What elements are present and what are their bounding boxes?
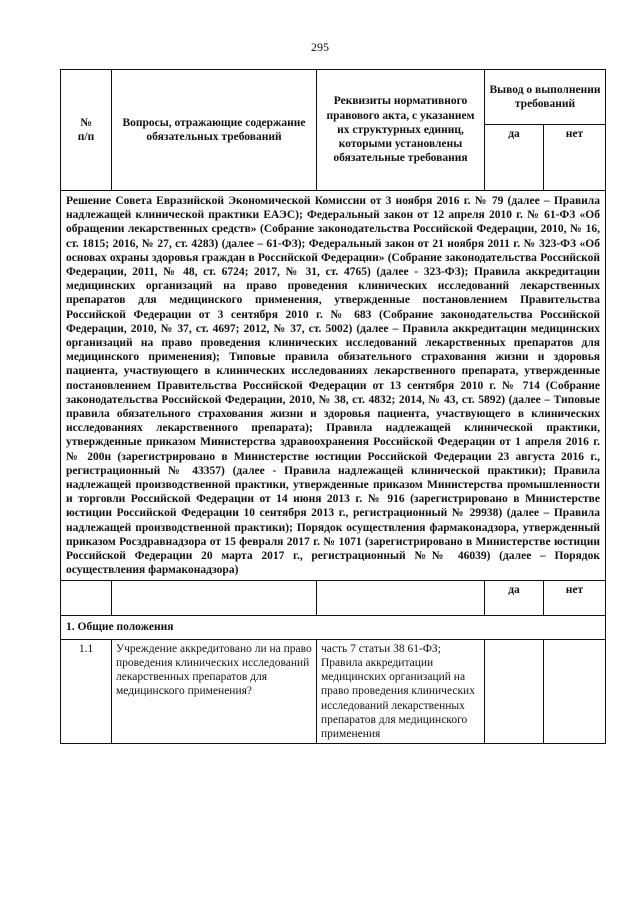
section-title: 1. Общие положения: [61, 616, 606, 639]
requirements-table: [60, 69, 606, 744]
row-requisite: часть 7 статьи 38 61-ФЗ; Правила аккредитации медицинских организаций на право проведения клинических исследований лекарственных препаратов для медицинского применения: [317, 639, 485, 743]
legal-basis-text: Решение Совета Евразийской Экономической Комиссии от 3 ноября 2016 г. № 79 (далее – Правила надлежащей клинической практики ЕАЭС); Федеральный закон от 12 апреля 2010 г. № 61-ФЗ «Об обращении лекарственных средств» (Собрание законодательства Российской Федерации, 2010, № 16, ст. 1815; 2016, № 27, ст. 4283) (далее – 61-ФЗ); Федеральный закон от 21 ноября 2011 г. № 323-ФЗ «Об основах охраны здоровья граждан в Российской Федерации» (Собрание законодательства Российской Федерации, 2011, № 48, ст. 6724; 2017, № 31, ст. 4765) (далее - 323-ФЗ); Правила аккредитации медицинских организаций на право проведения клинических исследований лекарственных препаратов для медицинского применения, утвержденные постановлением Правительства Российской Федерации от 3 сентября 2010 г. № 683 (Собрание законодательства Российской Федерации, 2010, № 37, ст. 4697; 2012, № 37, ст. 5002) (далее – Правила аккредитации медицинских организаций на право проведения клинических исследований лекарственных препаратов для медицинского применения); Типовые правила обязательного страхования жизни и здоровья пациента, участвующего в клинических исследованиях лекарственного препарата, утвержденные постановлением Правительства Российской Федерации от 13 сентября 2010 г. № 714 (Собрание законодательства Российской Федерации, 2010, № 38, ст. 4832; 2014, № 43, ст. 5892) (далее – Типовые правила обязательного страхования жизни и здоровья пациента, участвующего в клинических исследованиях лекарственного препарата); Правила надлежащей клинической практики, утвержденные приказом Министерства здравоохранения Российской Федерации от 1 апреля 2016 г. № 200н (зарегистрировано в Министерстве юстиции Российской Федерации 23 августа 2016 г., регистрационный № 43357) (далее - Правила надлежащей клинической практики); Правила надлежащей производственной практики, утвержденные приказом Министерства промышленности и торговли Российской Федерации от 14 июня 2013 г. № 916 (зарегистрировано в Министерстве юстиции Российской Федерации 10 сентября 2013 г., регистрационный № 29938) (далее – Правила надлежащей производственной практики); Порядок осуществления фармаконадзора, утвержденный приказом Росздравнадзора от 15 февраля 2017 г. № 1071 (зарегистрировано в Министерстве юстиции Российской Федерации 20 марта 2017 г., регистрационный №№ 46039) (далее – Порядок осуществления фармаконадзора): [61, 191, 606, 581]
row-yes-cell: [485, 639, 544, 743]
subheader-yes: да: [485, 581, 544, 616]
subheader-row: [61, 581, 606, 616]
table-row: [61, 639, 606, 743]
basis-row: [61, 191, 606, 581]
row-no-cell: [544, 639, 606, 743]
header-no: нет: [544, 125, 606, 191]
header-conclusion: Вывод о выполнении требований: [485, 70, 606, 125]
header-row: [61, 70, 606, 125]
header-questions: Вопросы, отражающие содержание обязательных требований: [112, 70, 317, 191]
row-question: Учреждение аккредитовано ли на право проведения клинических исследований лекарственных препаратов для медицинского применения?: [112, 639, 317, 743]
header-requisites: Реквизиты нормативного правового акта, с указанием их структурных единиц, которыми установлены обязательные требования: [317, 70, 485, 191]
section-row: [61, 616, 606, 639]
page-number: 295: [311, 40, 329, 54]
header-num: № п/п: [61, 70, 112, 191]
row-num: 1.1: [61, 639, 112, 743]
subheader-no: нет: [544, 581, 606, 616]
header-yes: да: [485, 125, 544, 191]
